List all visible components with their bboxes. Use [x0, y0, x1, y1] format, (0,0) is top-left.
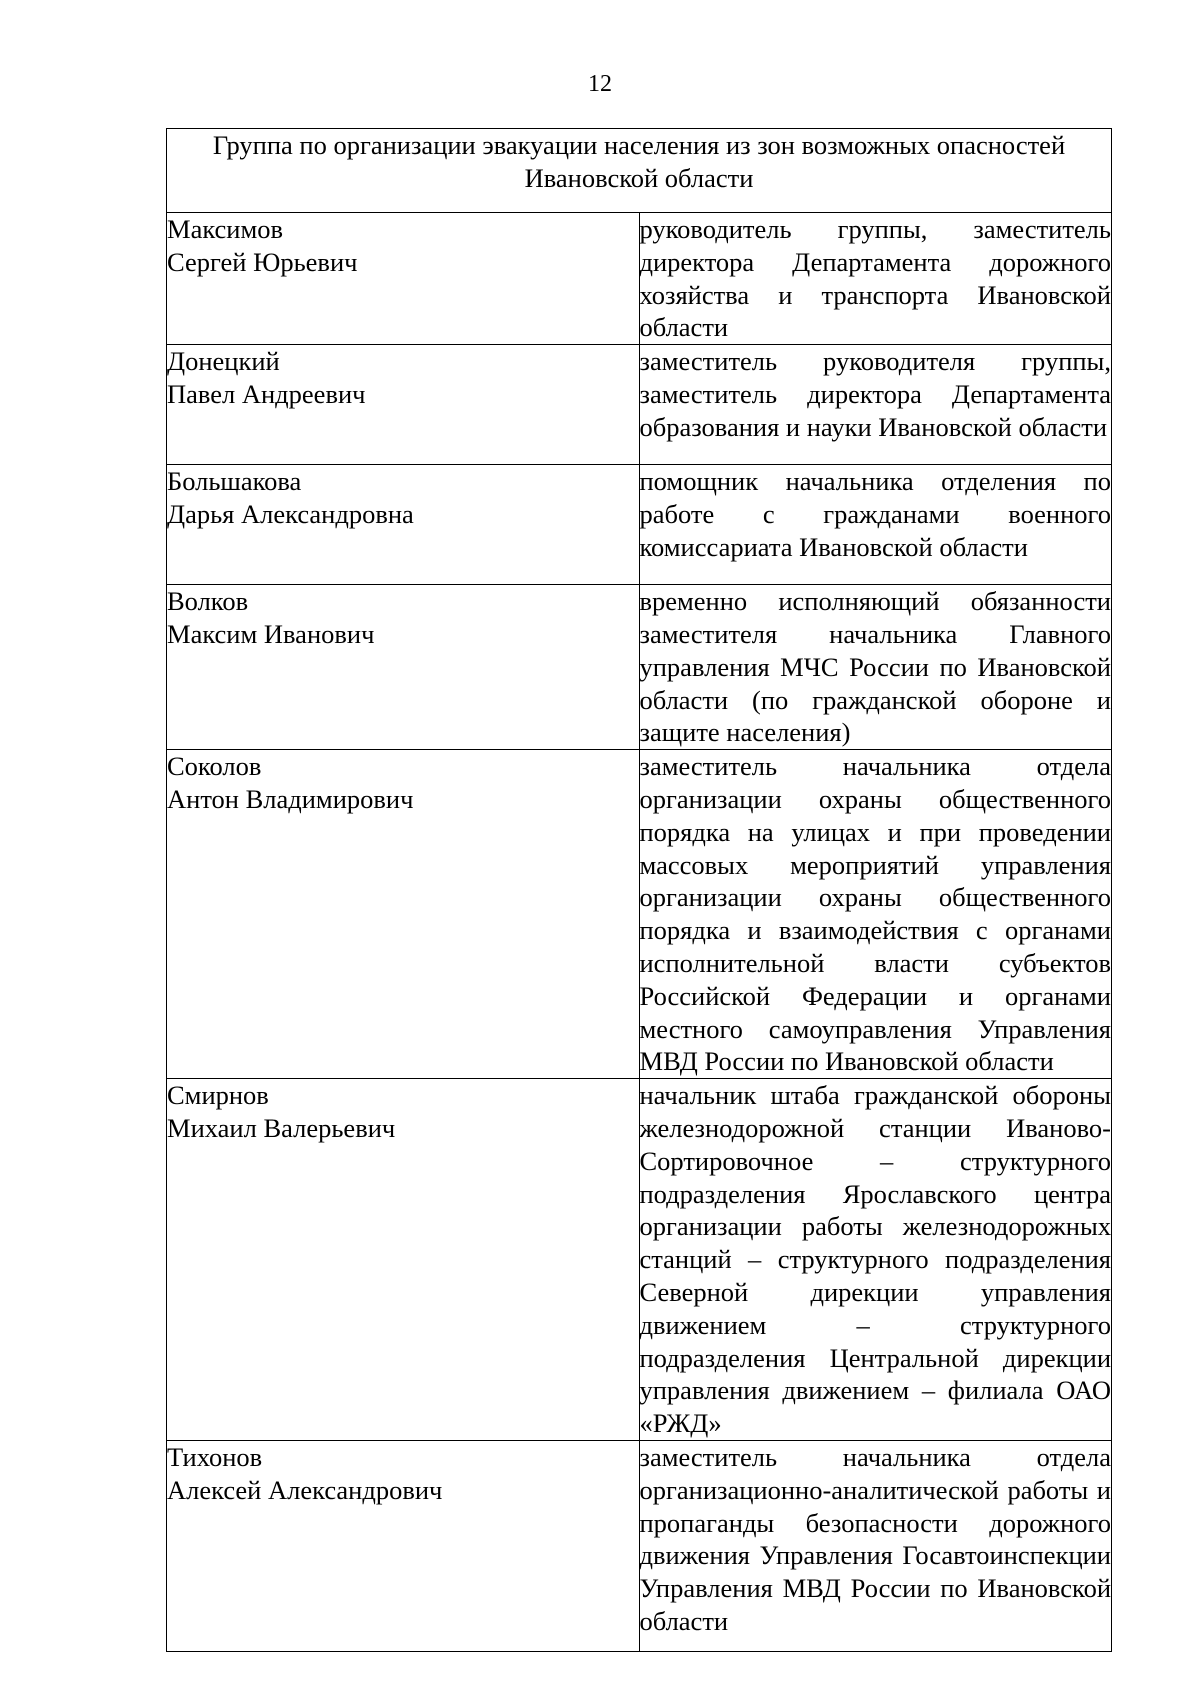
member-name-cell [167, 1079, 640, 1441]
member-surname: Волков [167, 586, 249, 617]
member-surname: Максимов [167, 214, 284, 244]
table-row [167, 465, 1112, 585]
member-given-names: Павел Андреевич [167, 378, 366, 409]
member-name-cell [167, 465, 640, 585]
page-number: 12 [588, 71, 612, 97]
member-role-cell [639, 585, 1112, 750]
group-title: Группа по организации эвакуации населения из зон возможных опасностей Ивановской области [167, 129, 1112, 213]
member-role: заместитель руководителя группы, заместитель директора Департамента образования и науки Ивановской области [639, 346, 1111, 442]
member-given-names: Алексей Александрович [167, 1474, 443, 1505]
member-role-cell [639, 213, 1112, 345]
table-row [167, 585, 1112, 750]
member-role-cell [639, 345, 1112, 465]
member-name-cell [167, 750, 640, 1079]
member-surname: Большакова [167, 466, 302, 497]
member-surname: Смирнов [167, 1080, 269, 1111]
table-row [167, 1440, 1112, 1651]
member-given-names: Михаил Валерьевич [167, 1112, 396, 1143]
member-role: помощник начальника отделения по работе с гражданами военного комиссариата Ивановской области [639, 466, 1111, 562]
member-given-names: Антон Владимирович [167, 783, 414, 814]
table-row [167, 213, 1112, 345]
member-name-cell [167, 585, 640, 750]
member-given-names: Сергей Юрьевич [167, 246, 358, 277]
member-surname: Донецкий [167, 346, 280, 377]
table-row [167, 345, 1112, 465]
member-surname: Соколов [167, 751, 262, 782]
member-role: временно исполняющий обязанности заместителя начальника Главного управления МЧС России по Ивановской области (по гражданской обороне и защите населения) [639, 586, 1111, 748]
table-row [167, 750, 1112, 1079]
evacuation-group-table [166, 128, 1112, 1652]
member-role: руководитель группы, заместитель директора Департамента дорожного хозяйства и транспорта Ивановской области [639, 214, 1111, 343]
member-given-names: Максим Иванович [167, 618, 375, 649]
member-role: заместитель начальника отдела организации охраны общественного порядка на улицах и при проведении массовых мероприятий управления организации охраны общественного порядка и взаимодействия с органами исполнительной власти субъектов Российской Федерации и органами местного самоуправления Управления МВД России по Ивановской области [639, 751, 1111, 1077]
member-role-cell [639, 1440, 1112, 1651]
member-surname: Тихонов [167, 1441, 263, 1472]
member-role: заместитель начальника отдела организационно-аналитической работы и пропаганды безопасности дорожного движения Управления Госавтоинспекции Управления МВД России по Ивановской области [639, 1441, 1111, 1636]
member-given-names: Дарья Александровна [167, 498, 414, 529]
table-row [167, 1079, 1112, 1441]
table-header-row [167, 129, 1112, 213]
member-role-cell [639, 750, 1112, 1079]
member-role-cell [639, 1079, 1112, 1441]
member-name-cell [167, 345, 640, 465]
member-name-cell [167, 213, 640, 345]
member-role: начальник штаба гражданской обороны железнодорожной станции Иваново-Сортировочное – структурного подразделения Ярославского центра организации работы железнодорожных станций – структурного подразделения Северной дирекции управления движением – структурного подразделения Центральной дирекции управления движением – филиала ОАО «РЖД» [639, 1080, 1111, 1439]
member-role-cell [639, 465, 1112, 585]
member-name-cell [167, 1440, 640, 1651]
